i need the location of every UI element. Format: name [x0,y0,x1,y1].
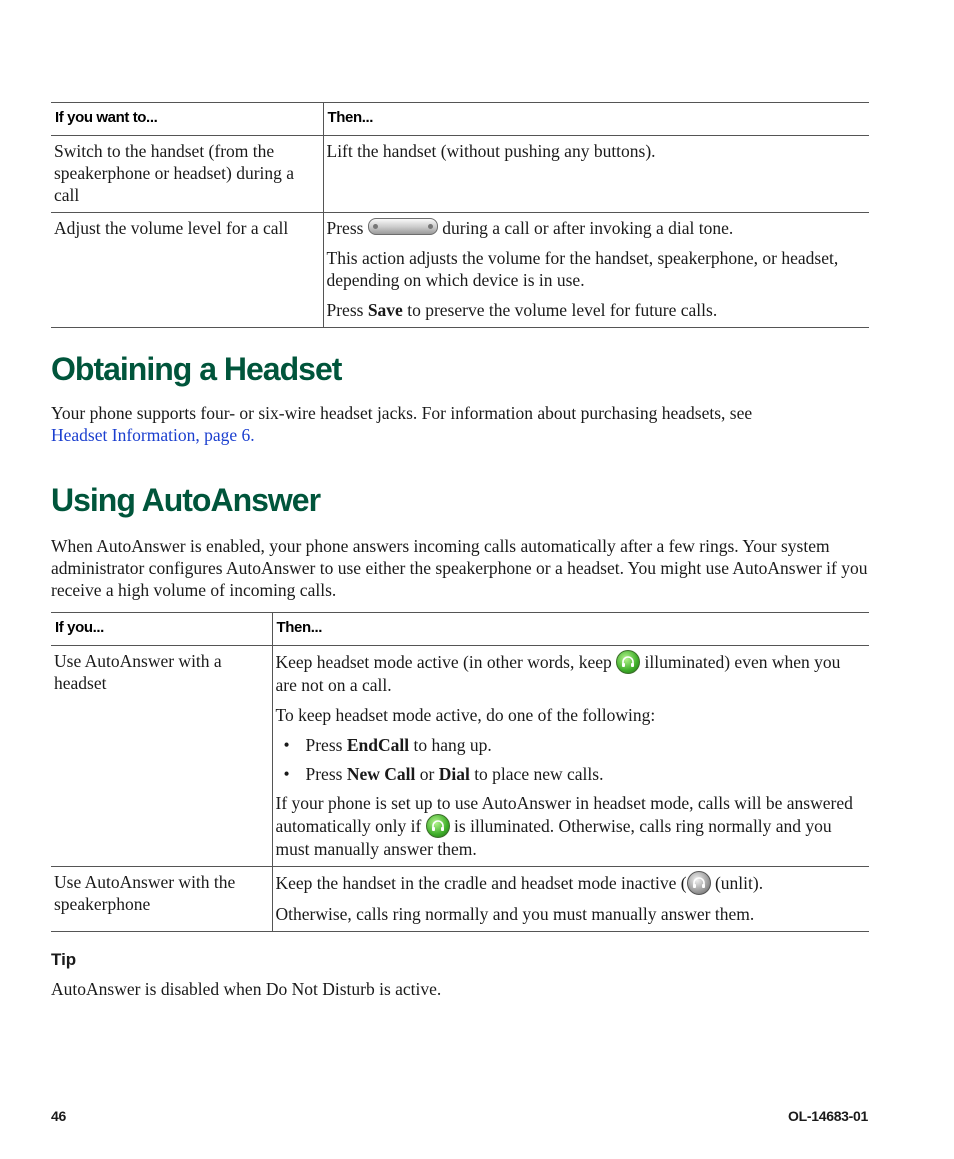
table-cell-then: Lift the handset (without pushing any buttons). [323,136,869,213]
table-cell-then [272,867,869,932]
softkey-label: Dial [438,764,470,784]
instruction-paragraph [327,217,866,239]
column-header: If you want to... [51,103,323,136]
section-title-headset: Obtaining a Headset [51,351,342,387]
table-cell-action: Switch to the handset (from the speakerphone or headset) during a call [51,136,323,213]
instruction-paragraph [327,299,866,321]
table-cell-then [323,213,869,328]
page-number: 46 [51,1108,66,1124]
instruction-paragraph [276,871,866,895]
table-row [51,867,869,932]
section-title-autoanswer: Using AutoAnswer [51,482,321,518]
table-header-row [51,103,869,136]
headset-information-link[interactable]: Headset Information, page 6. [51,425,255,445]
volume-button-icon [368,218,438,235]
instruction-paragraph: Otherwise, calls ring normally and you must manually answer them. [275,904,755,924]
table-cell-action: Adjust the volume level for a call [51,213,323,328]
table-header-row [51,613,869,646]
table-cell-action: Use AutoAnswer with a headset [51,646,272,867]
table-row [51,136,869,213]
instruction-text: If your phone is set up to use AutoAnswer in headset mode, calls will be answered automatically only if [275,793,853,836]
body-text: Your phone supports four- or six-wire headset jacks. For information about purchasing headsets, see [51,403,753,423]
instruction-paragraph [276,650,866,696]
instruction-text: to place new calls. [474,764,604,784]
tip-text: AutoAnswer is disabled when Do Not Disturb is active. [51,979,442,999]
instruction-text: Keep the handset in the cradle and headset mode inactive ( [275,873,687,893]
column-header: If you... [51,613,272,646]
instruction-text: during a call or after invoking a dial tone. [442,218,734,238]
instruction-text: to hang up. [413,735,492,755]
actions-table [51,102,869,328]
instruction-text: illuminated) even when you are not on a call. [275,652,841,695]
instruction-paragraph: To keep headset mode active, do one of the following: [275,705,656,725]
section-body-autoanswer: When AutoAnswer is enabled, your phone answers incoming calls automatically after a few rings. Your system administrator configures AutoAnswer to use either the speakerphone or a headset. You might use AutoAnswer if you receive a high volume of incoming calls. [51,536,868,600]
softkey-label: New Call [346,764,416,784]
column-header: Then... [272,613,869,646]
softkey-label: Save [367,300,403,320]
section-body-headset [51,402,871,446]
instruction-text: Keep headset mode active (in other words, keep [275,652,612,672]
table-cell-then [272,646,869,867]
instruction-text: or [419,764,435,784]
document-id: OL-14683-01 [788,1108,868,1124]
instruction-paragraph: This action adjusts the volume for the handset, speakerphone, or headset, depending on which device is in use. [326,248,839,290]
table-cell-action: Use AutoAnswer with the speakerphone [51,867,272,932]
table-row [51,213,869,328]
column-header: Then... [323,103,869,136]
tip-heading: Tip [51,950,77,969]
headset-icon [616,650,640,674]
softkey-label: EndCall [346,735,410,755]
list-item [306,734,866,756]
headset-icon-unlit [687,871,711,895]
instruction-text: to preserve the volume level for future calls. [407,300,718,320]
instruction-text: Press [305,764,343,784]
autoanswer-table [51,612,869,932]
instruction-text: Press [326,300,364,320]
instruction-text: Press [305,735,343,755]
table-row [51,646,869,867]
instruction-text: Press [326,218,364,238]
option-list [276,734,866,785]
list-item [306,763,866,785]
instruction-text: is illuminated. Otherwise, calls ring normally and you must manually answer them. [275,816,832,859]
instruction-text: (unlit). [714,873,764,893]
instruction-paragraph [276,792,866,860]
headset-icon [426,814,450,838]
